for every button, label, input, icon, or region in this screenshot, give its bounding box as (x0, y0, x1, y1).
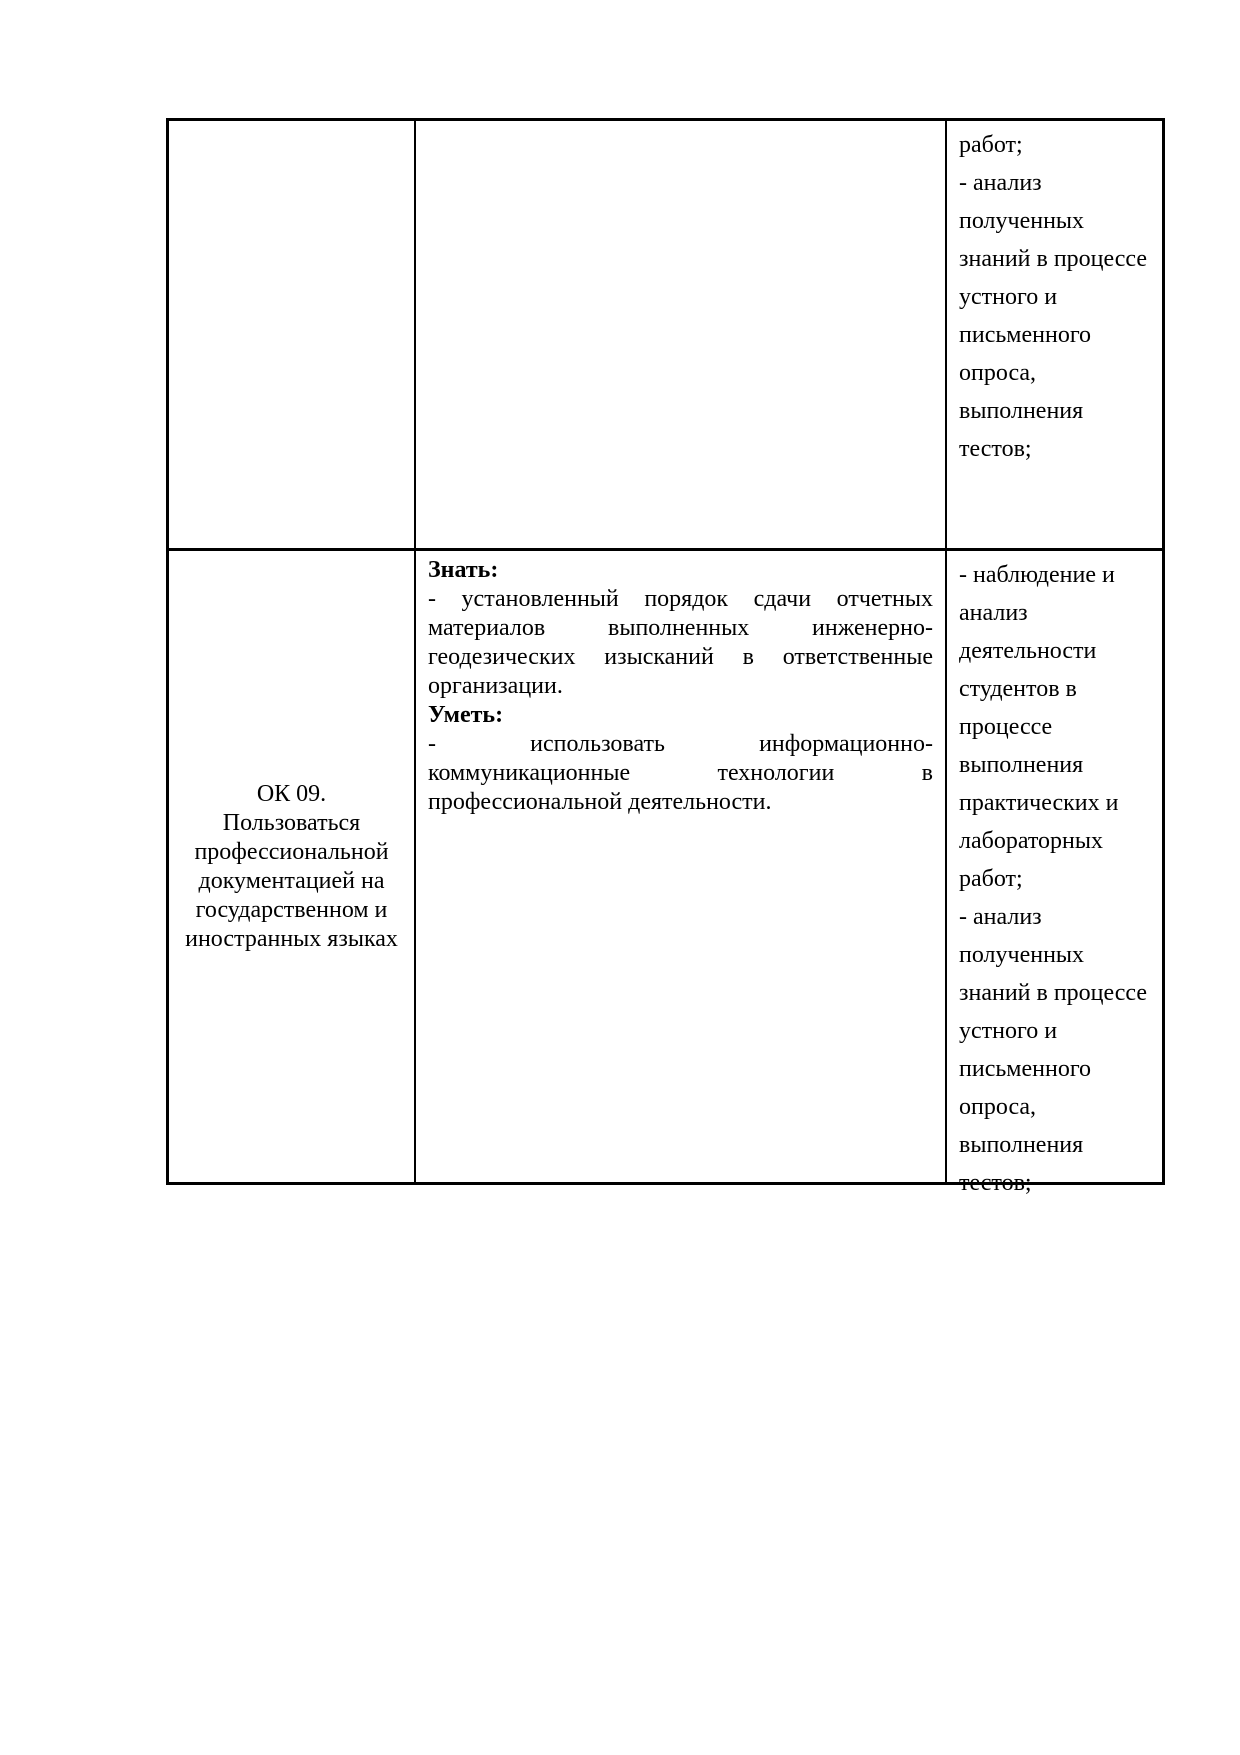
text-line: устного и (959, 284, 1058, 310)
text-line: работ; (959, 132, 1023, 158)
text-line: процессе (959, 714, 1053, 740)
text-line: - наблюдение и (959, 562, 1115, 588)
cell-requirements-empty (416, 121, 947, 548)
text-line: выполнения (959, 398, 1084, 424)
text-line: студентов в (959, 676, 1077, 702)
text-line: опроса, (959, 1094, 1037, 1120)
competency-table (166, 118, 1165, 1196)
text-line: знаний в процессе (959, 246, 1148, 272)
text-line: анализ (959, 600, 1028, 626)
text-line: Уметь: (428, 702, 504, 728)
text-line: Знать: (428, 557, 499, 583)
text-line: - анализ (959, 170, 1042, 196)
text-line: - установленный порядок сдачи отчетных (428, 586, 933, 612)
table-row (169, 551, 1162, 1196)
cell-assessment-methods (947, 551, 1162, 1196)
text-line: государственном и (195, 896, 388, 923)
text-line: материалов выполненных инженерно- (428, 615, 933, 641)
text-line: лабораторных (959, 828, 1104, 854)
text-line: коммуникационные технологии в (428, 760, 933, 786)
text-line: тестов; (959, 436, 1032, 462)
text-line: геодезических изысканий в ответственные (428, 644, 933, 670)
text-line: работ; (959, 866, 1023, 892)
cell-assessment-methods (947, 121, 1162, 548)
text-line: профессиональной деятельности. (428, 789, 772, 815)
text-line: документацией на (198, 867, 385, 894)
text-line: опроса, (959, 360, 1037, 386)
text-line: письменного (959, 1056, 1092, 1082)
text-line: организации. (428, 673, 563, 699)
table-row (169, 121, 1162, 551)
text-line: иностранных языках (185, 925, 398, 952)
text-line: - анализ (959, 904, 1042, 930)
cell-competency-empty (169, 121, 416, 548)
text-line: знаний в процессе (959, 980, 1148, 1006)
text-line: выполнения (959, 752, 1084, 778)
cell-requirements-know-able (416, 551, 947, 1182)
text-line: полученных (959, 942, 1085, 968)
text-line: - использовать информационно- (428, 731, 933, 757)
text-line: Пользоваться (222, 809, 361, 836)
text-line: выполнения (959, 1132, 1084, 1158)
cell-competency-ok09 (169, 551, 416, 1182)
text-line: письменного (959, 322, 1092, 348)
text-line: устного и (959, 1018, 1058, 1044)
text-line: тестов; (959, 1170, 1032, 1196)
text-line: ОК 09. (256, 780, 327, 807)
text-line: профессиональной (194, 838, 389, 865)
text-line: полученных (959, 208, 1085, 234)
text-line: деятельности (959, 638, 1097, 664)
text-line: практических и (959, 790, 1119, 816)
